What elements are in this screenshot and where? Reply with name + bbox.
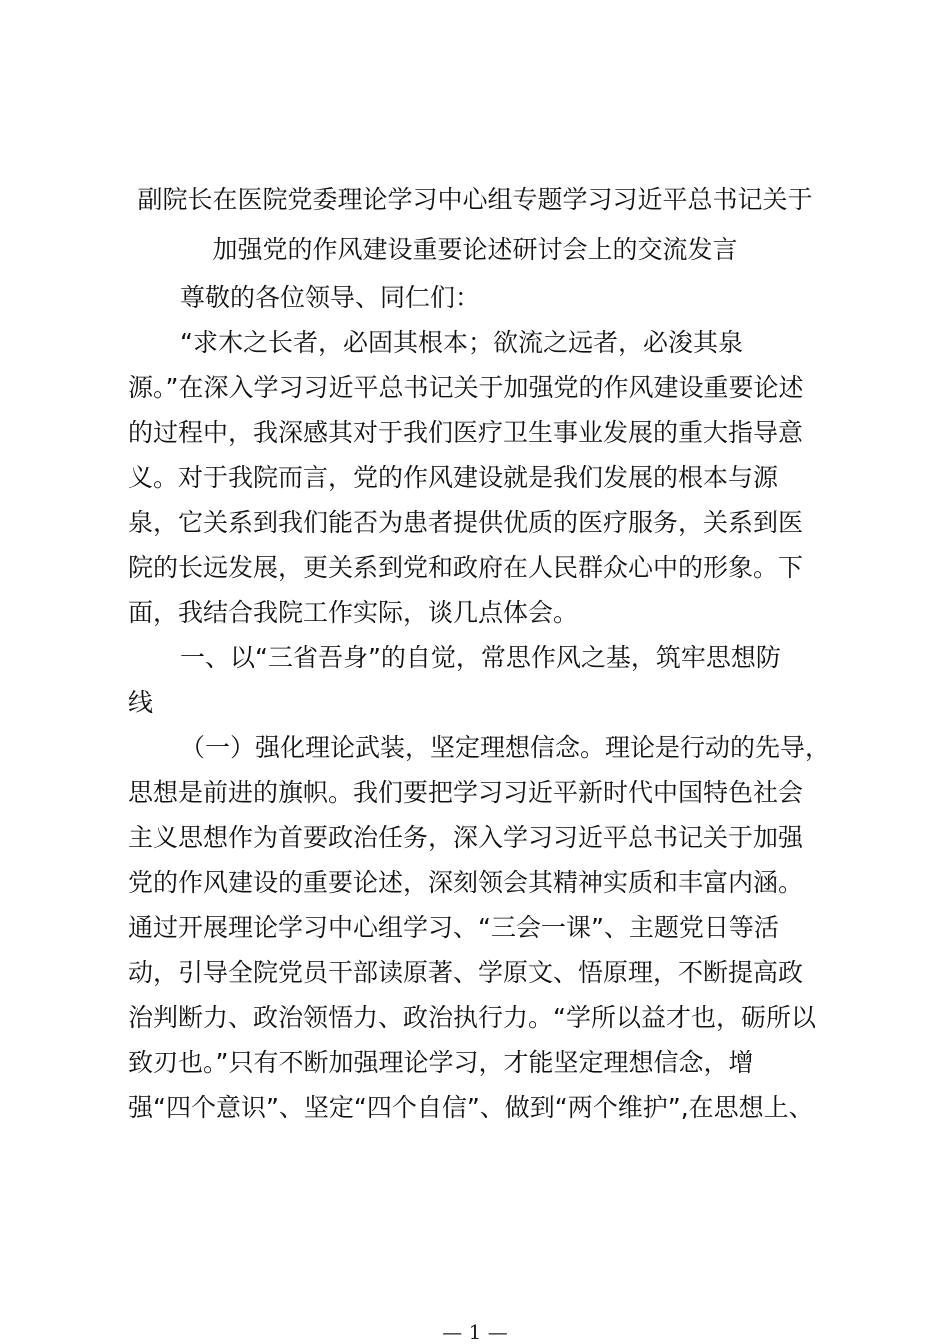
salutation: 尊敬的各位领导、同仁们： <box>180 283 481 312</box>
page-number: — 1 — <box>442 1320 508 1344</box>
body-line: 义。对于我院而言，党的作风建设就是我们发展的根本与源 <box>128 463 779 492</box>
body-line: 思想是前进的旗帜。我们要把学习习近平新时代中国特色社会 <box>128 778 804 807</box>
subsection-heading: （一）强化理论武装，坚定理想信念。理论是行动的先导， <box>180 733 831 762</box>
body-line: 治判断力、政治领悟力、政治执行力。“学所以益才也，砺所以 <box>128 1003 816 1032</box>
body-line: 源。”在深入学习习近平总书记关于加强党的作风建设重要论述 <box>128 373 804 402</box>
body-line: 强“四个意识”、坚定“四个自信”、做到“两个维护”,在思想上、 <box>128 1093 814 1122</box>
section-heading: 一、以“三省吾身”的自觉，常思作风之基，筑牢思想防 <box>180 643 781 672</box>
body-line: 的过程中，我深感其对于我们医疗卫生事业发展的重大指导意 <box>128 418 804 447</box>
section-heading-continued: 线 <box>128 688 154 717</box>
body-line: 主义思想作为首要政治任务，深入学习习近平总书记关于加强 <box>128 823 804 852</box>
document-title-line-1: 副院长在医院党委理论学习中心组专题学习习近平总书记关于 <box>137 185 813 214</box>
document-body <box>128 275 833 1130</box>
body-line: “求木之长者，必固其根本；欲流之远者，必浚其泉 <box>180 328 743 357</box>
body-line: 泉，它关系到我们能否为患者提供优质的医疗服务，关系到医 <box>128 508 804 537</box>
body-line: 通过开展理论学习中心组学习、“三会一课”、主题党日等活 <box>128 913 779 942</box>
document-title-line-2: 加强党的作风建设重要论述研讨会上的交流发言 <box>212 235 738 264</box>
body-line: 院的长远发展，更关系到党和政府在人民群众心中的形象。下 <box>128 553 804 582</box>
body-line: 面，我结合我院工作实际，谈几点体会。 <box>128 598 579 627</box>
body-line: 动，引导全院党员干部读原著、学原文、悟原理，不断提高政 <box>128 958 804 987</box>
body-line: 党的作风建设的重要论述，深刻领会其精神实质和丰富内涵。 <box>128 868 804 897</box>
body-line: 致刃也。”只有不断加强理论学习，才能坚定理想信念，增 <box>128 1048 754 1077</box>
